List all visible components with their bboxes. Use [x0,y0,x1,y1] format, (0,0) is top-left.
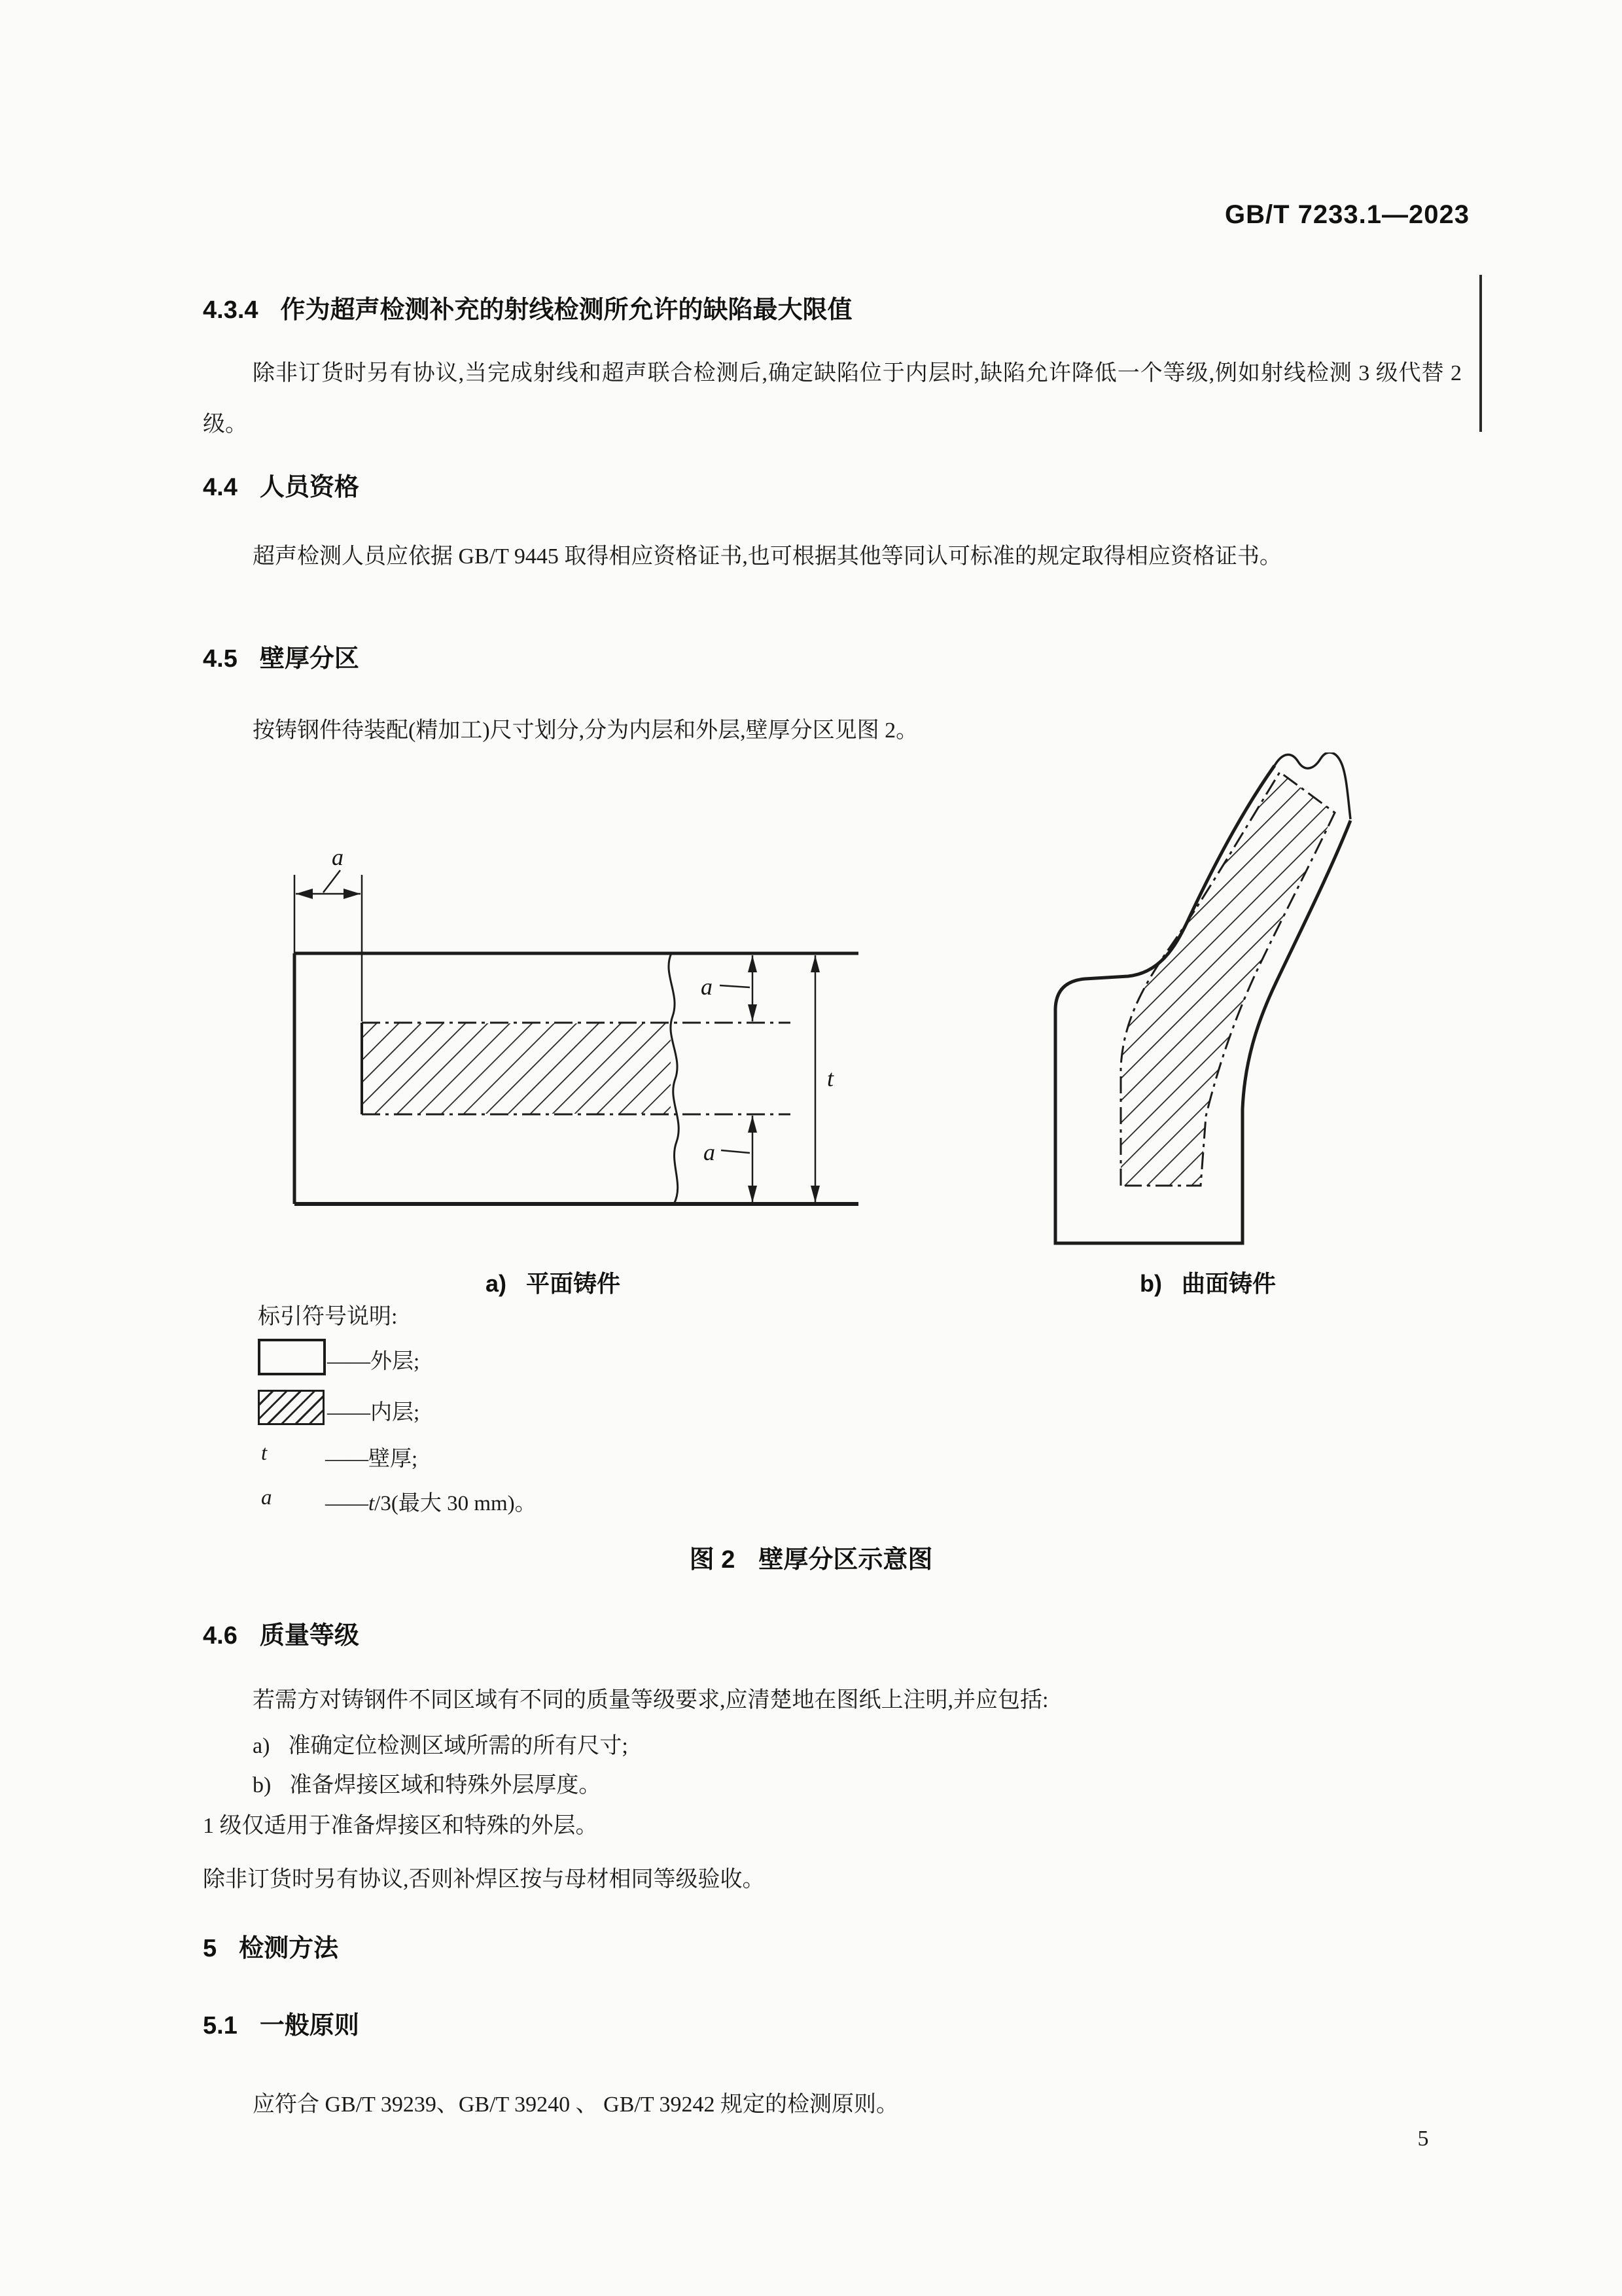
legend-symbol-t: t [261,1441,268,1465]
section-heading-4-6 [203,1621,359,1650]
subfigure-label: a) [485,1270,506,1297]
section-heading-4-5 [203,645,359,673]
section-heading-4-3-4 [203,296,853,325]
list-item-label: a) [253,1734,270,1758]
section-number: 4.5 [203,645,238,673]
legend-title: 标引符号说明: [258,1305,398,1329]
section-number: 4.3.4 [203,296,258,324]
section-title: 壁厚分区 [259,645,359,673]
inner-layer-region [362,1023,671,1114]
legend-row-a-definition: ——t/3(最大 30 mm)。 [325,1492,537,1515]
subfigure-caption-a: a) 平面铸件 [485,1270,621,1297]
inner-layer-symbol [258,1390,325,1425]
figure-number: 图 2 [689,1546,735,1574]
section-heading-5-1 [203,2011,359,2040]
page-number: 5 [1417,2127,1429,2151]
section-title: 一般原则 [259,2012,359,2040]
revision-change-bar [1479,275,1482,432]
paragraph-4-6: 若需方对铸钢件不同区域有不同的质量等级要求,应清楚地在图纸上注明,并应包括: [253,1688,1049,1712]
section-heading-5 [203,1934,338,1963]
section-title: 质量等级 [259,1622,359,1650]
paragraph-4-3-4: 除非订货时另有协议,当完成射线和超声联合检测后,确定缺陷位于内层时,缺陷允许降低一个等级,例如射线检测 3 级代替 2 级。 [203,361,1462,436]
section-number: 4.4 [203,474,238,501]
list-item-label: b) [253,1773,272,1797]
standard-number-header: GB/T 7233.1—2023 [1225,200,1470,229]
paragraph-grade-1-note: 1 级仅适用于准备焊接区和特殊的外层。 [203,1814,598,1838]
dimension-label-a: a [332,844,344,870]
legend-row-wall-thickness: ——壁厚; [325,1447,418,1471]
section-heading-4-4 [203,473,359,502]
section-number: 5 [203,1935,217,1962]
dimension-label-a: a [703,1139,715,1165]
dimension-label-a: a [701,974,713,1000]
section-title: 检测方法 [239,1935,339,1962]
paragraph-4-4: 超声检测人员应依据 GB/T 9445 取得相应资格证书,也可根据其他等同认可标准的规定取得相应资格证书。 [253,544,1282,569]
paragraph-weld-repair-note: 除非订货时另有协议,否则补焊区按与母材相同等级验收。 [203,1867,765,1892]
subfigure-label: b) [1140,1270,1162,1297]
figure-2-title: 图 2 壁厚分区示意图 [689,1546,933,1574]
list-item-a: a) 准确定位检测区域所需的所有尺寸; [253,1734,628,1758]
figure-2-diagrams [262,752,1426,1260]
paragraph-4-5: 按铸钢件待装配(精加工)尺寸划分,分为内层和外层,壁厚分区见图 2。 [253,718,919,743]
outer-layer-symbol [258,1339,326,1375]
dimension-label-t: t [827,1065,834,1091]
inner-layer-region [1121,772,1335,1186]
list-item-b: b) 准备焊接区域和特殊外层厚度。 [253,1773,601,1797]
diagram-planar-casting [294,844,858,1204]
legend-symbol-a: a [261,1486,272,1510]
subfigure-caption-b: b) 曲面铸件 [1140,1270,1276,1297]
section-number: 4.6 [203,1622,238,1650]
diagram-curved-casting [1055,752,1350,1243]
legend-row-outer-layer: ——外层; [327,1350,420,1373]
paragraph-5-1: 应符合 GB/T 39239、GB/T 39240 、 GB/T 39242 规定的检测原则。 [253,2093,898,2117]
section-number: 5.1 [203,2012,238,2040]
section-title: 人员资格 [259,474,359,501]
section-title: 作为超声检测补充的射线检测所允许的缺陷最大限值 [280,296,853,324]
legend-row-inner-layer: ——内层; [327,1401,420,1424]
